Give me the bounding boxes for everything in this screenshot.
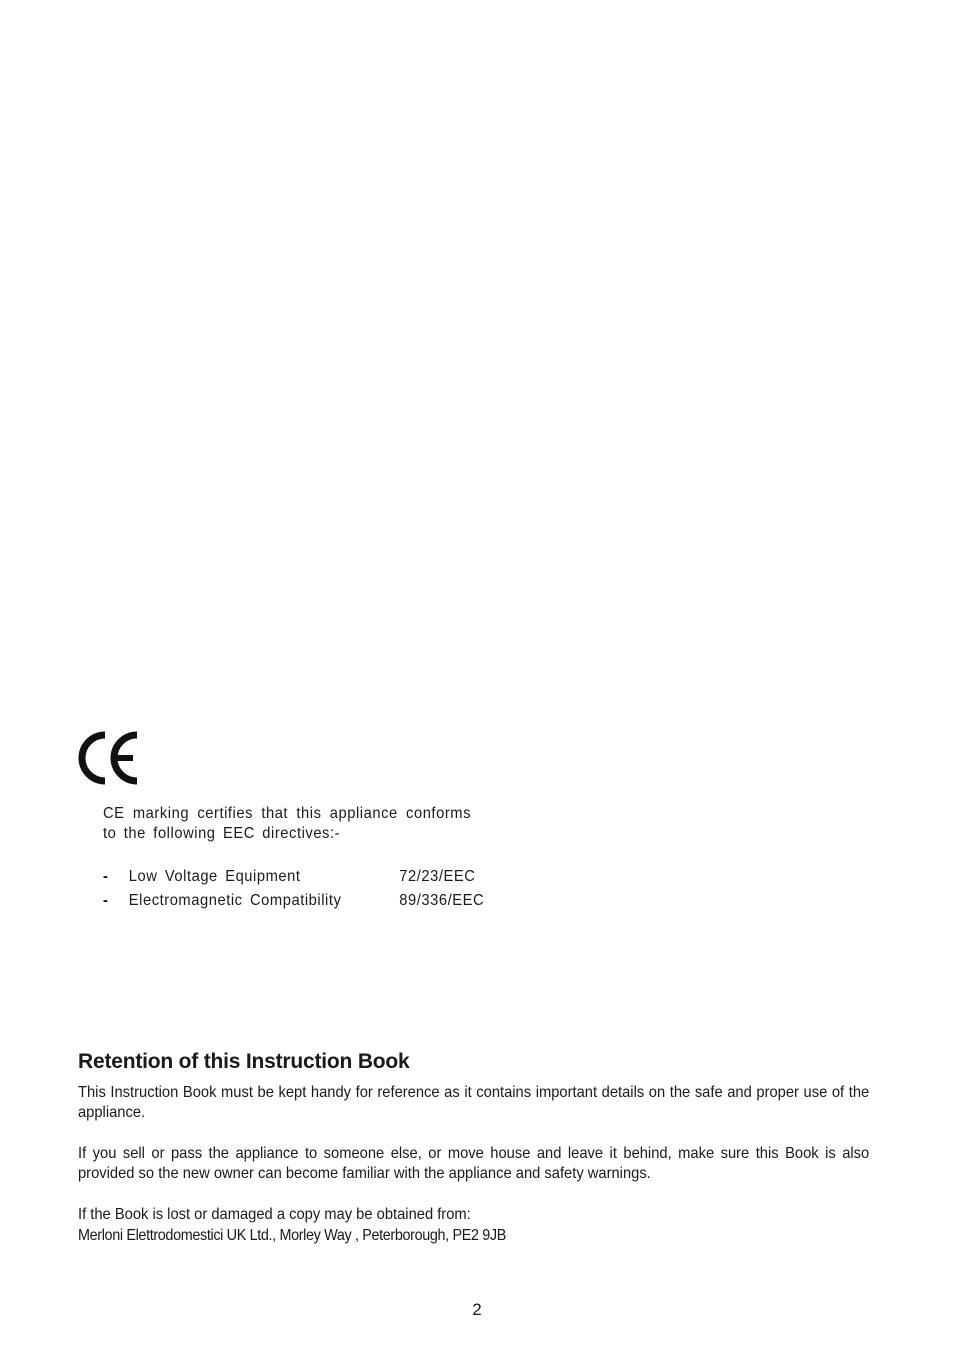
ce-mark-icon	[78, 730, 140, 786]
page-number: 2	[472, 1300, 482, 1319]
directive-item	[103, 889, 484, 913]
ce-statement: CE marking certifies that this appliance conforms to the following EEC directives:-	[103, 805, 471, 842]
section-heading: Retention of this Instruction Book	[78, 1050, 410, 1073]
directive-bullet: -	[103, 892, 109, 909]
retention-paragraph: This Instruction Book must be kept handy for reference as it contains important details on the safe and proper use of the appliance.	[78, 1084, 870, 1121]
directive-code: 72/23/EEC	[399, 868, 476, 885]
retention-paragraph: If you sell or pass the appliance to someone else, or move house and leave it behind, make sure this Book is also provided so the new owner can become familiar with the appliance and safety warnings.	[78, 1145, 870, 1182]
retention-paragraph: If the Book is lost or damaged a copy may be obtained from:	[78, 1206, 471, 1223]
supplier-address: Merloni Elettrodomestici UK Ltd., Morley Way , Peterborough, PE2 9JB	[78, 1227, 506, 1244]
directive-list	[103, 865, 484, 913]
directive-bullet: -	[103, 868, 109, 885]
directive-name: Low Voltage Equipment	[128, 868, 301, 885]
directive-code: 89/336/EEC	[399, 892, 485, 909]
directive-item	[103, 865, 484, 889]
directive-name: Electromagnetic Compatibility	[128, 892, 342, 909]
